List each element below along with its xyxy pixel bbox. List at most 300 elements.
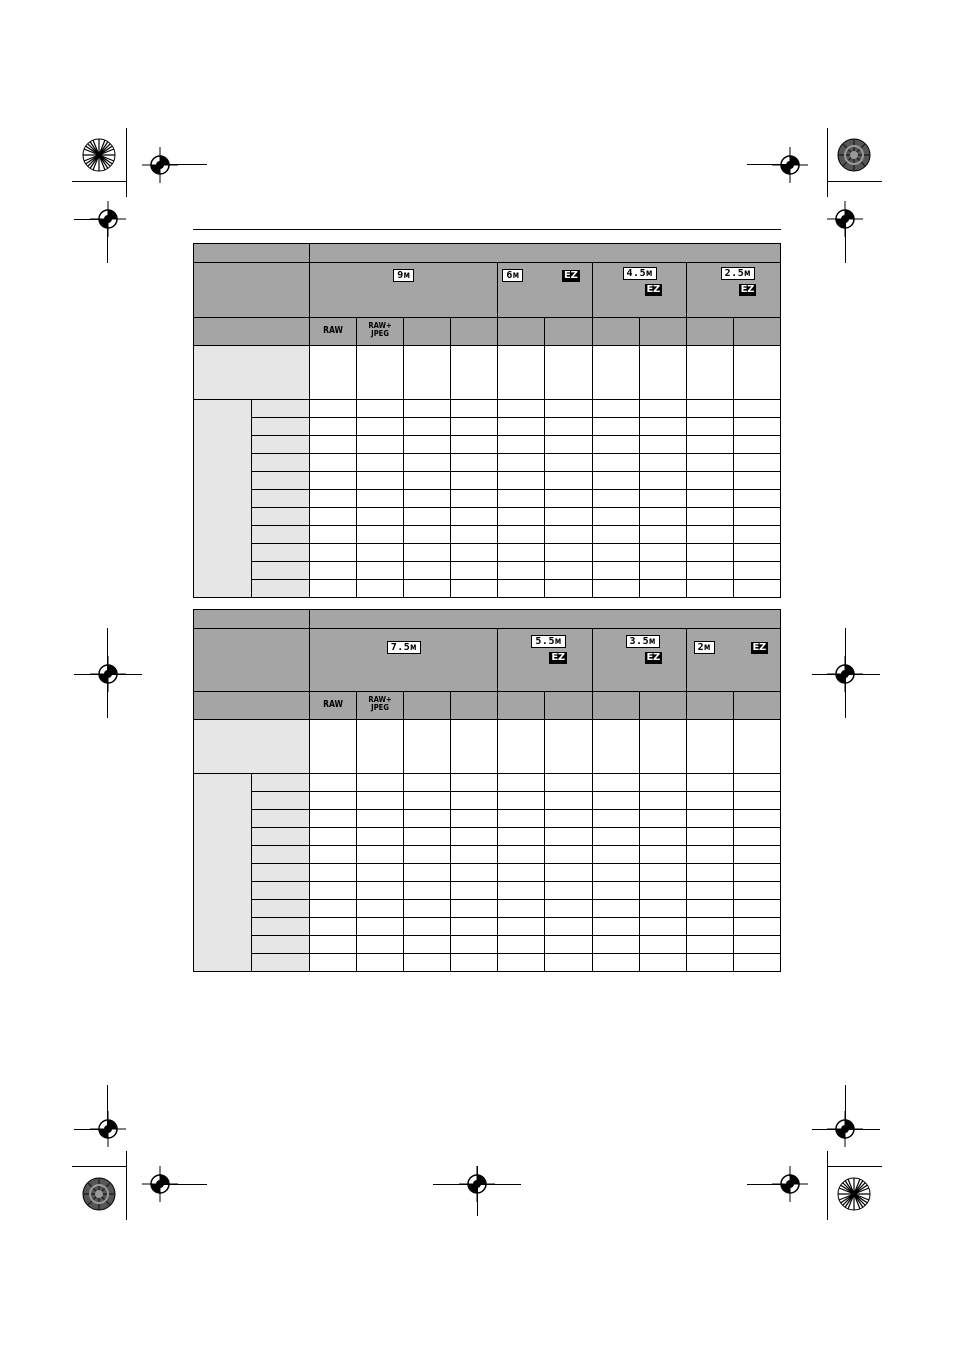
crop-mark [827, 128, 828, 197]
value-cell [404, 436, 451, 454]
value-cell [451, 828, 498, 846]
table-row [194, 472, 781, 490]
quality-cell [404, 692, 451, 720]
value-cell [686, 490, 733, 508]
table-row [194, 508, 781, 526]
quality-cell [498, 318, 545, 346]
crop-mark [747, 164, 790, 165]
value-cell [545, 918, 592, 936]
table-row [194, 490, 781, 508]
value-cell [592, 472, 639, 490]
value-cell [592, 562, 639, 580]
value-cell [733, 810, 780, 828]
quality-cell [451, 692, 498, 720]
value-cell [451, 418, 498, 436]
value-cell [451, 454, 498, 472]
crop-mark [845, 219, 846, 263]
card-size-cell [252, 580, 310, 598]
size-7-5m-icon: 7.5м [387, 641, 421, 654]
quality-cell [592, 318, 639, 346]
value-cell [357, 526, 404, 544]
size-4-5m-cell [592, 263, 686, 318]
card-size-cell [252, 400, 310, 418]
table-row [194, 526, 781, 544]
value-cell [498, 864, 545, 882]
value-cell [733, 720, 780, 774]
value-cell [545, 562, 592, 580]
crop-mark [827, 1151, 828, 1220]
card-size-cell [252, 490, 310, 508]
value-cell [592, 828, 639, 846]
value-cell [404, 810, 451, 828]
value-cell [639, 472, 686, 490]
crop-mark [72, 181, 127, 182]
value-cell [310, 882, 357, 900]
value-cell [686, 864, 733, 882]
quality-cell [733, 692, 780, 720]
value-cell [451, 846, 498, 864]
value-cell [592, 526, 639, 544]
value-cell [545, 882, 592, 900]
value-cell [639, 774, 686, 792]
crop-mark [107, 628, 108, 718]
size-4-5m-icon: 4.5м [623, 267, 657, 280]
value-cell [686, 418, 733, 436]
value-cell [639, 400, 686, 418]
value-cell [498, 490, 545, 508]
value-cell [357, 436, 404, 454]
crop-mark [160, 164, 207, 165]
title-cell [310, 244, 781, 263]
value-cell [733, 918, 780, 936]
value-cell [404, 954, 451, 972]
card-size-cell [252, 418, 310, 436]
value-cell [310, 828, 357, 846]
registration-mark-icon [772, 147, 808, 183]
value-cell [686, 792, 733, 810]
row-header-cell [194, 244, 310, 263]
value-cell [404, 828, 451, 846]
value-cell [545, 508, 592, 526]
value-cell [592, 418, 639, 436]
quality-row [194, 318, 781, 346]
value-cell [545, 580, 592, 598]
value-cell [498, 508, 545, 526]
value-cell [686, 900, 733, 918]
value-cell [545, 864, 592, 882]
card-size-cell [252, 864, 310, 882]
value-cell [592, 936, 639, 954]
value-cell [357, 846, 404, 864]
value-cell [451, 490, 498, 508]
value-cell [498, 774, 545, 792]
value-cell [451, 526, 498, 544]
value-cell [404, 508, 451, 526]
crop-mark [827, 181, 882, 182]
value-cell [733, 882, 780, 900]
starburst-mark-icon [837, 138, 871, 172]
value-cell [639, 900, 686, 918]
value-cell [451, 882, 498, 900]
value-cell [545, 954, 592, 972]
value-cell [357, 418, 404, 436]
quality-raw-cell [310, 692, 357, 720]
value-cell [498, 936, 545, 954]
value-cell [404, 400, 451, 418]
value-cell [451, 774, 498, 792]
value-cell [733, 864, 780, 882]
table-row [194, 828, 781, 846]
table-row [194, 936, 781, 954]
value-cell [686, 954, 733, 972]
value-cell [592, 882, 639, 900]
value-cell [545, 900, 592, 918]
quality-cell [686, 318, 733, 346]
card-size-cell [252, 882, 310, 900]
value-cell [498, 720, 545, 774]
value-cell [404, 918, 451, 936]
capacity-group-label-cell [194, 774, 252, 972]
value-cell [357, 490, 404, 508]
size-9m-icon: 9м [393, 269, 414, 282]
value-cell [357, 508, 404, 526]
value-cell [310, 954, 357, 972]
title-row [194, 610, 781, 629]
raw-plus-label: RAW+ [368, 695, 392, 704]
value-cell [310, 810, 357, 828]
picture-size-row [194, 629, 781, 692]
crop-mark [74, 219, 108, 220]
value-cell [733, 472, 780, 490]
value-cell [404, 774, 451, 792]
title-row [194, 244, 781, 263]
value-cell [592, 846, 639, 864]
value-cell [451, 400, 498, 418]
value-cell [404, 562, 451, 580]
quality-cell [545, 692, 592, 720]
value-cell [545, 418, 592, 436]
value-cell [686, 846, 733, 864]
value-cell [545, 720, 592, 774]
value-cell [592, 954, 639, 972]
value-cell [545, 810, 592, 828]
jpeg-label: JPEG [371, 703, 390, 712]
value-cell [498, 810, 545, 828]
value-cell [639, 954, 686, 972]
value-cell [404, 900, 451, 918]
crop-mark [160, 1184, 207, 1185]
value-cell [357, 720, 404, 774]
value-cell [357, 454, 404, 472]
table-row [194, 580, 781, 598]
value-cell [592, 774, 639, 792]
value-cell [686, 526, 733, 544]
title-cell [310, 610, 781, 629]
file-size-label-cell [194, 720, 310, 774]
crop-mark [477, 1166, 478, 1216]
value-cell [733, 508, 780, 526]
value-cell [686, 810, 733, 828]
size-5-5m-cell [498, 629, 592, 692]
value-cell [686, 828, 733, 846]
value-cell [498, 472, 545, 490]
value-cell [404, 580, 451, 598]
value-cell [686, 346, 733, 400]
value-cell [592, 508, 639, 526]
value-cell [639, 936, 686, 954]
table-row [194, 774, 781, 792]
value-cell [545, 454, 592, 472]
starburst-mark-icon [82, 138, 116, 172]
value-cell [592, 436, 639, 454]
value-cell [733, 792, 780, 810]
raw-plus-label: RAW+ [368, 321, 392, 330]
crop-mark [812, 674, 880, 675]
table-row [194, 792, 781, 810]
value-cell [498, 882, 545, 900]
crop-mark [845, 628, 846, 718]
value-cell [733, 900, 780, 918]
value-cell [357, 774, 404, 792]
value-cell [639, 436, 686, 454]
crop-mark [74, 674, 142, 675]
value-cell [451, 900, 498, 918]
value-cell [686, 774, 733, 792]
value-cell [498, 544, 545, 562]
card-size-cell [252, 828, 310, 846]
value-cell [357, 918, 404, 936]
quality-label-cell [194, 318, 310, 346]
quality-cell [639, 692, 686, 720]
value-cell [357, 936, 404, 954]
value-cell [498, 918, 545, 936]
value-cell [639, 846, 686, 864]
value-cell [545, 472, 592, 490]
value-cell [639, 828, 686, 846]
value-cell [545, 774, 592, 792]
value-cell [310, 580, 357, 598]
value-cell [733, 846, 780, 864]
quality-cell [451, 318, 498, 346]
table-row [194, 810, 781, 828]
value-cell [404, 792, 451, 810]
value-cell [639, 720, 686, 774]
value-cell [310, 490, 357, 508]
quality-raw-jpeg-cell [357, 318, 404, 346]
value-cell [592, 900, 639, 918]
value-cell [498, 562, 545, 580]
value-cell [498, 900, 545, 918]
table-row [194, 864, 781, 882]
card-size-cell [252, 900, 310, 918]
value-cell [498, 418, 545, 436]
size-2m-icon: 2м [694, 641, 715, 654]
value-cell [545, 526, 592, 544]
crop-mark [827, 1166, 882, 1167]
card-size-cell [252, 454, 310, 472]
value-cell [733, 526, 780, 544]
card-size-cell [252, 936, 310, 954]
table-row [194, 918, 781, 936]
value-cell [404, 720, 451, 774]
table-row [194, 544, 781, 562]
value-cell [592, 864, 639, 882]
value-cell [733, 436, 780, 454]
value-cell [451, 936, 498, 954]
size-3-5m-cell [592, 629, 686, 692]
value-cell [639, 508, 686, 526]
value-cell [357, 544, 404, 562]
value-cell [404, 936, 451, 954]
card-size-cell [252, 526, 310, 544]
storage-table-2 [193, 609, 781, 972]
value-cell [545, 400, 592, 418]
value-cell [451, 580, 498, 598]
quality-cell [686, 692, 733, 720]
card-size-cell [252, 774, 310, 792]
value-cell [451, 562, 498, 580]
value-cell [592, 720, 639, 774]
crop-mark [126, 1151, 127, 1220]
value-cell [310, 544, 357, 562]
size-2-5m-icon: 2.5м [721, 267, 755, 280]
value-cell [733, 544, 780, 562]
value-cell [404, 418, 451, 436]
quality-cell [545, 318, 592, 346]
ez-icon: EZ [740, 284, 755, 295]
value-cell [686, 436, 733, 454]
quality-cell [404, 318, 451, 346]
value-cell [639, 490, 686, 508]
value-cell [639, 882, 686, 900]
value-cell [310, 720, 357, 774]
value-cell [545, 792, 592, 810]
value-cell [592, 490, 639, 508]
crop-mark [107, 219, 108, 263]
value-cell [404, 544, 451, 562]
raw-icon: RAW [323, 325, 344, 336]
value-cell [310, 346, 357, 400]
size-3-5m-icon: 3.5м [626, 635, 660, 648]
value-cell [592, 346, 639, 400]
value-cell [686, 918, 733, 936]
value-cell [357, 810, 404, 828]
ez-icon: EZ [752, 642, 766, 653]
quality-cell [733, 318, 780, 346]
table-row [194, 454, 781, 472]
table-row [194, 562, 781, 580]
value-cell [639, 526, 686, 544]
table-row [194, 436, 781, 454]
ez-icon: EZ [564, 270, 578, 281]
value-cell [310, 526, 357, 544]
table-row [194, 954, 781, 972]
value-cell [404, 454, 451, 472]
value-cell [686, 400, 733, 418]
table-row [194, 418, 781, 436]
value-cell [686, 720, 733, 774]
value-cell [451, 346, 498, 400]
value-cell [498, 346, 545, 400]
file-size-row [194, 346, 781, 400]
value-cell [545, 846, 592, 864]
value-cell [733, 774, 780, 792]
card-size-cell [252, 508, 310, 526]
value-cell [310, 918, 357, 936]
value-cell [686, 580, 733, 598]
card-size-cell [252, 544, 310, 562]
size-6m-icon: 6м [502, 269, 523, 282]
table-row [194, 882, 781, 900]
value-cell [357, 828, 404, 846]
card-size-cell [252, 436, 310, 454]
value-cell [545, 436, 592, 454]
value-cell [733, 562, 780, 580]
crop-mark [747, 1184, 790, 1185]
value-cell [498, 454, 545, 472]
card-size-cell [252, 846, 310, 864]
value-cell [686, 544, 733, 562]
crop-mark [845, 1085, 846, 1129]
picture-size-label-cell [194, 263, 310, 318]
value-cell [686, 472, 733, 490]
value-cell [592, 544, 639, 562]
value-cell [733, 400, 780, 418]
value-cell [498, 954, 545, 972]
value-cell [498, 436, 545, 454]
value-cell [357, 882, 404, 900]
row-header-cell [194, 610, 310, 629]
value-cell [639, 562, 686, 580]
table-row [194, 900, 781, 918]
value-cell [733, 418, 780, 436]
size-2m-cell [686, 629, 780, 692]
value-cell [357, 580, 404, 598]
picture-size-row [194, 263, 781, 318]
quality-row [194, 692, 781, 720]
value-cell [404, 864, 451, 882]
value-cell [357, 900, 404, 918]
value-cell [310, 774, 357, 792]
value-cell [639, 792, 686, 810]
value-cell [310, 936, 357, 954]
value-cell [498, 400, 545, 418]
value-cell [592, 400, 639, 418]
value-cell [310, 436, 357, 454]
value-cell [639, 918, 686, 936]
starburst-mark-icon [82, 1177, 116, 1211]
value-cell [310, 472, 357, 490]
value-cell [404, 526, 451, 544]
size-7-5m-cell [310, 629, 498, 692]
quality-cell [639, 318, 686, 346]
value-cell [733, 580, 780, 598]
value-cell [357, 562, 404, 580]
value-cell [592, 918, 639, 936]
card-size-cell [252, 918, 310, 936]
capacity-group-label-cell [194, 400, 252, 598]
value-cell [498, 526, 545, 544]
value-cell [357, 472, 404, 490]
size-5-5m-icon: 5.5м [531, 635, 565, 648]
value-cell [733, 954, 780, 972]
value-cell [592, 792, 639, 810]
value-cell [451, 436, 498, 454]
value-cell [404, 846, 451, 864]
value-cell [404, 882, 451, 900]
value-cell [310, 792, 357, 810]
value-cell [545, 544, 592, 562]
